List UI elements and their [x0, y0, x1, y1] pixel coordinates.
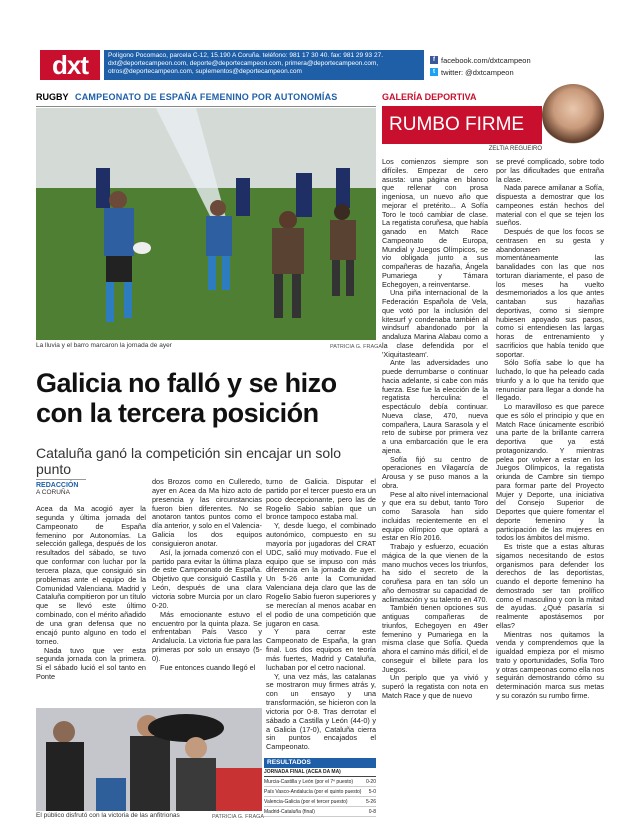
paragraph: Acea da Ma acogió ayer la segunda y última jornada del Campeonato de España femenino por Autonomías. La selección gallega, después de los resultados del sábado, se tuvo que conformar con luchar por la tercera plaza, que consiguió sin problemas ante el equipo de la Comunidad Valenciana. Madrid y Cataluña compitieron por un título que se llevó este último combinado, con el mérito añadido de una gran defensa que no encajó punto alguno en todo el torneo.: [36, 504, 146, 646]
paragraph: turno de Galicia. Disputar el partido por el tercer puesto era un poco decepcionante, pero las de Rogelio Sabio sabían que un bronce tampoco estaba mal.: [266, 477, 376, 522]
byline-name: REDACCIÓN: [36, 482, 79, 489]
result-match: País Vasco-Andalucía (por el quinto puesto): [264, 788, 362, 795]
paragraph: Ante las adversidades uno puede derrumbarse o continuar hacia adelante, si cabe con más fuerza. Ese fue la elección de la regatista herculina: el espectáculo debía continuar. Nueva clase, 470, nueva compañera, Laura Sarasola y el reto de subirse por primera vez a una embarcación que le era ajena.: [382, 358, 488, 455]
photo1-caption: La lluvia y el barro marcaron la jornada de ayer: [36, 342, 172, 349]
result-score: 0-20: [365, 778, 376, 785]
paragraph: Los comienzos siempre son difíciles. Empezar de cero asusta: una página en blanco que rellenar con prosa ingeniosa, un nuevo año que mejorar el pretérito... A Sofía Toro le tocó cambiar de clase. La regatista coruñesa, que había ganado en Match Race Campeonato de Europa, Mundial y Juegos Olímpicos, se vio obligada junto a sus compañeras de hazaña, Ángela Pumariega y Támara Echegoyen, a reinventarse.: [382, 157, 489, 289]
twitter-icon: t: [430, 68, 438, 76]
section-kicker: RUGBY: [36, 92, 69, 102]
result-row: [264, 807, 376, 817]
paragraph: Y para cerrar este Campeonato de España, la gran final. Los dos equipos en teoría más fuertes, Madrid y Cataluña, luchaban por el cetro nacional.: [266, 627, 376, 672]
section-header: [36, 92, 376, 107]
paragraph: Nada tuvo que ver esta segunda jornada con la primera. Si el sábado lució el sol tanto en Ponte: [36, 645, 146, 682]
contact-bar: [104, 50, 424, 80]
story-column-2: [152, 478, 262, 673]
paragraph: Trabajo y esfuerzo, ecuación mágica de la que vienen de la mano muchos veces los triunfos, ha sido el secreto de la coruñesa para en tan sólo un año demostrar su capacidad de aclimatación y su talento en 470.: [382, 542, 488, 604]
crowd-photo: [36, 708, 262, 811]
gallery-section-header: GALERÍA DEPORTIVA: [382, 92, 477, 102]
paragraph: Nada parece amilanar a Sofía, dispuesta a demostrar que los campeones están hechos del material con el que se tejen los sueños.: [496, 183, 604, 228]
result-match: Valencia-Galicia (por el tercer puesto): [264, 798, 348, 805]
paragraph: Fue entonces cuando llegó el: [160, 662, 256, 672]
paragraph: También tienen opciones sus antiguas compañeras de triunfos, Echegoyen en 49er femenino y Pumariega en la misma clase que Sofía. Queda ahora el camino más difícil, el de conseguir el billete para los Juegos.: [382, 603, 488, 674]
result-row: [264, 787, 376, 797]
facebook-label: facebook.com/dxtcampeon: [441, 55, 531, 65]
byline: [36, 479, 86, 496]
paragraph: Sólo Sofía sabe lo que ha luchado, lo que ha peleado cada triunfo y a lo que ha tenido que renunciar para llegar a donde ha llegado.: [496, 358, 604, 403]
subheadline: Cataluña ganó la competición sin encajar un solo punto: [36, 445, 342, 477]
result-score: 0-8: [368, 808, 376, 815]
paragraph: se prevé complicado, sobre todo por las dificultades que entraña la clase.: [496, 157, 604, 184]
paragraph: Un periplo que ya vivió y superó la regatista con nota en Match Race y que de nuevo: [382, 673, 488, 700]
headline: Galicia no falló y se hizo con la tercera posición: [36, 368, 337, 428]
paragraph: Es triste que a estas alturas sigamos necesitando de estos organismos para defender los derechos de las deportistas, cuando el deporte femenino ha demostrado ser tan prolífico como el masculino y con la mitad de ayudas. ¿Qué pasaría si realmente apostásemos por ellas?: [496, 542, 604, 630]
paragraph: Lo maravilloso es que parece que es sólo el principio y que en Match Race únicamente escribió una parte de la brillante carrera deportiva que ya está protagonizando. Y mientras pelea por volver a estar en los Juegos Olímpicos, la regatista oriunda de Cambre sin tiempo para formar parte del Proyecto Mujer y Deporte, una iniciativa del Consejo Superior de Deportes que quiere fomentar el deporte femenino y la participación de las mujeres en todos los ámbitos del mismo.: [496, 402, 604, 543]
story-column-1: [36, 505, 146, 682]
column-title: RUMBO FIRME: [382, 106, 542, 144]
masthead: [0, 0, 637, 86]
author-portrait: [542, 84, 604, 146]
paragraph: dos Brozos como en Culleredo, ayer en Acea da Ma hizo acto de presencia y las circunstancias fueron bien diferentes. No se anotaron tantos puntos como el día anterior, y solo en el Valencia-Galicia los dos equipos consiguieron anotar.: [152, 477, 262, 548]
paragraph: Pese al alto nivel internacional y que era su debut, tanto Toro como Sarasola han sido incluidas recientemente en el equipo olímpico que optará a estar en Río 2016.: [382, 489, 488, 543]
paragraph: Más emocionante estuvo el encuentro por la quinta plaza. Se enfrentaban País Vasco y Andalucía. La victoria fue para las primeras por solo un ensayo (5-0).: [152, 609, 262, 663]
paragraph: Una piña internacional de la Federación Española de Vela, que votó por la inclusión del kitesurf y condenaba también al windsurf abandonado por la andaluza Marina Alabau como a la clase defendida por el 'Xiquitasteam'.: [382, 288, 488, 359]
paragraph: Mientras nos quitamos la venda y comprendemos que la igualdad empieza por el mismo trato y oportunidades, Sofía Toro y otras campeonas como ella nos seguirán demostrando cómo su determinación marca sus metas y su corazón su rumbo firme.: [496, 629, 604, 700]
paragraph: Y, una vez más, las catalanas se mostraron muy firmes atrás y, con un ensayo y una transformación, se hicieron con la victoria por 0-8. Tras derrotar el sábado a Castilla y León (44-0) y a Galicia (17-0), Cataluña cierra sin puntos encajados el Campeonato.: [266, 671, 376, 752]
address-line-3: otros@deportecampeon.com, suplementos@deportecampeon.com: [108, 68, 302, 75]
results-subtitle: JORNADA FINAL (ACEA DA MA): [264, 768, 376, 777]
address-line-2: dxt@deportecampeon.com, deporte@deportecampeon.com, primera@deportecampeon.com,: [108, 60, 379, 67]
results-header: RESULTADOS: [264, 758, 376, 768]
section-title: CAMPEONATO DE ESPAÑA FEMENINO POR AUTONOMÍAS: [75, 92, 338, 102]
paragraph: Así, la jornada comenzó con el partido para evitar la última plaza de este Campeonato de España. Objetivo que consiguió Castilla y León, después de una clara victoria sobre Murcia por un claro 0-20.: [152, 547, 262, 610]
paragraph: Sofía fijó su centro de operaciones en Vilagarcía de Arousa y se puso manos a la obra.: [382, 454, 488, 490]
address-line-1: Polígono Pocomaco, parcela C-12, 15.190 A Coruña. teléfono: 981 17 30 40. fax: 981 29 93 27.: [108, 52, 384, 59]
crowd-photo-illustration: [36, 708, 262, 811]
result-row: [264, 777, 376, 787]
social-links: [430, 54, 590, 78]
result-score: 5-26: [365, 798, 376, 805]
result-match: Murcia-Castilla y León (por el 7º puesto): [264, 778, 354, 785]
rugby-photo: [36, 108, 376, 340]
facebook-link[interactable]: [430, 54, 590, 66]
facebook-icon: f: [430, 56, 438, 64]
result-row: [264, 797, 376, 807]
dxt-logo[interactable]: dxt: [40, 50, 100, 80]
twitter-link[interactable]: [430, 66, 590, 78]
twitter-label: twitter: @dxtcampeon: [441, 67, 514, 77]
result-match: Madrid-Cataluña (final): [264, 808, 315, 815]
paragraph: Y, desde luego, el combinado autonómico, compuesto en su mayoría por jugadoras del CRAT UDC, salió muy motivado. Fue el equipo que se impuso con más diferencia en la jornada de ayer. Un 5-26 ante la Comunidad Valenciana deja claro que las de Rogelio Sabio fueron superiores y se merecían al menos acabar en el podio de una competición que jugaron en casa.: [266, 521, 376, 628]
photo2-credit: PATRICIA G. FRAGA: [212, 814, 265, 820]
photo1-credit: PATRICIA G. FRAGA: [330, 344, 383, 350]
rugby-photo-illustration: [36, 108, 376, 340]
results-table: [264, 768, 376, 817]
opinion-column-2: [496, 158, 604, 701]
opinion-column-1: [382, 158, 488, 701]
story-column-3: [266, 478, 376, 752]
result-score: 5-0: [368, 788, 376, 795]
photo2-caption: El público disfrutó con la victoria de las anfitrionas: [36, 812, 180, 819]
byline-place: A CORUÑA: [36, 489, 70, 496]
paragraph: Después de que los focos se centrasen en su gesta y abandonasen momentáneamente las banalidades con las que nos torturan diariamente, el paso de los meses ha vuelto desmemoriados a los que antes cantaban sus hazañas deportivas, como si siempre hubiesen apoyado sus pasos, como si entendiesen las largas horas de entrenamiento y sacrificios que había tenido que soportar.: [496, 227, 604, 359]
column-author: ZELTIA REGUEIRO: [488, 146, 542, 152]
